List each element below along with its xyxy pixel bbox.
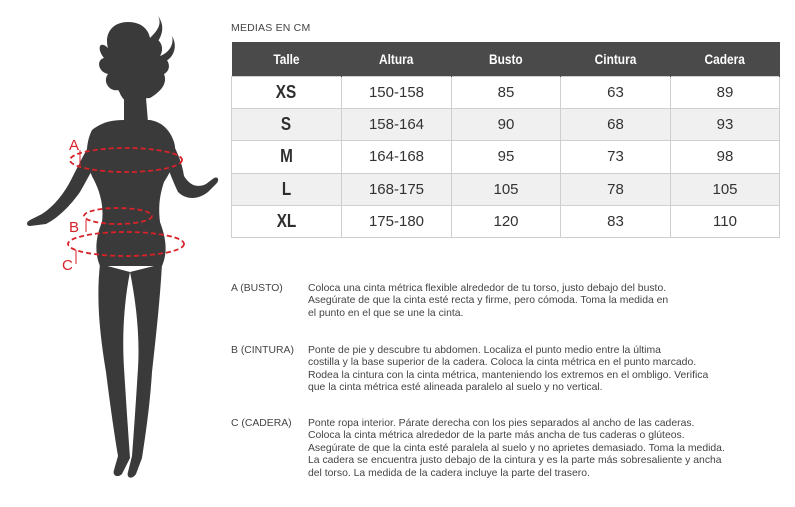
units-title: MEDIAS EN CM [231,22,311,34]
table-header-row [232,42,780,77]
table-row [232,205,780,237]
busto-cell: 105 [452,173,561,205]
cadera-cell: 93 [671,109,780,141]
table-row [232,109,780,141]
busto-cell: 85 [452,77,561,109]
size-chart-table [231,42,780,238]
size-cell: XS [232,77,342,109]
header-busto: Busto [452,42,561,77]
header-talle: Talle [232,42,342,77]
header-cintura: Cintura [561,42,671,77]
cadera-cell: 89 [671,77,780,109]
label-b: B [69,219,80,236]
busto-cell: 120 [452,205,561,237]
busto-cell: 95 [452,141,561,173]
table-row [232,77,780,109]
busto-cell: 90 [452,109,561,141]
instruction-label: A (BUSTO) [231,283,283,294]
size-cell: XL [232,205,342,237]
cintura-cell: 78 [561,173,671,205]
cadera-cell: 105 [671,173,780,205]
altura-cell: 150-158 [342,77,452,109]
altura-cell: 164-168 [342,141,452,173]
table-row [232,141,780,173]
size-cell: S [232,109,342,141]
table-row [232,173,780,205]
cintura-cell: 63 [561,77,671,109]
cintura-cell: 68 [561,109,671,141]
header-cadera: Cadera [671,42,780,77]
altura-cell: 168-175 [342,173,452,205]
size-cell: M [232,141,342,173]
instruction-text: Ponte ropa interior. Párate derecha con los pies separados al ancho de las caderas. Coloca la cinta métrica alrededor de la parte más ancha de tus caderas o glúteos. Asegúrate de que la cinta esté paralela al suelo y no aprietes demasiado. Toma la medida. La cadera se encuentra justo debajo de la cintura y es la parte más sobresaliente y ancha del torso. La medida de la cadera incluye la parte del trasero. [308,418,725,479]
body-silhouette-figure [0,0,230,507]
cadera-cell: 98 [671,141,780,173]
header-altura: Altura [342,42,452,77]
cintura-cell: 83 [561,205,671,237]
instruction-text: Ponte de pie y descubre tu abdomen. Localiza el punto medio entre la última costilla y la base superior de la cadera. Coloca la cinta métrica en el punto marcado. Rodea la cintura con la cinta métrica, manteniendo los extremos en el ombligo. Verifica que la cinta métrica esté alineada paralelo al suelo y no vertical. [308,345,709,394]
instruction-label: B (CINTURA) [231,345,294,356]
label-c: C [62,257,73,274]
altura-cell: 175-180 [342,205,452,237]
label-a: A [69,137,80,154]
cadera-cell: 110 [671,205,780,237]
cintura-cell: 73 [561,141,671,173]
instruction-text: Coloca una cinta métrica flexible alrededor de tu torso, justo debajo del busto. Asegúrate de que la cinta esté recta y firme, pero cómoda. Toma la medida en el punto en el que se une la cinta. [308,283,669,319]
silhouette [27,16,218,478]
size-cell: L [232,173,342,205]
instruction-label: C (CADERA) [231,418,292,429]
altura-cell: 158-164 [342,109,452,141]
